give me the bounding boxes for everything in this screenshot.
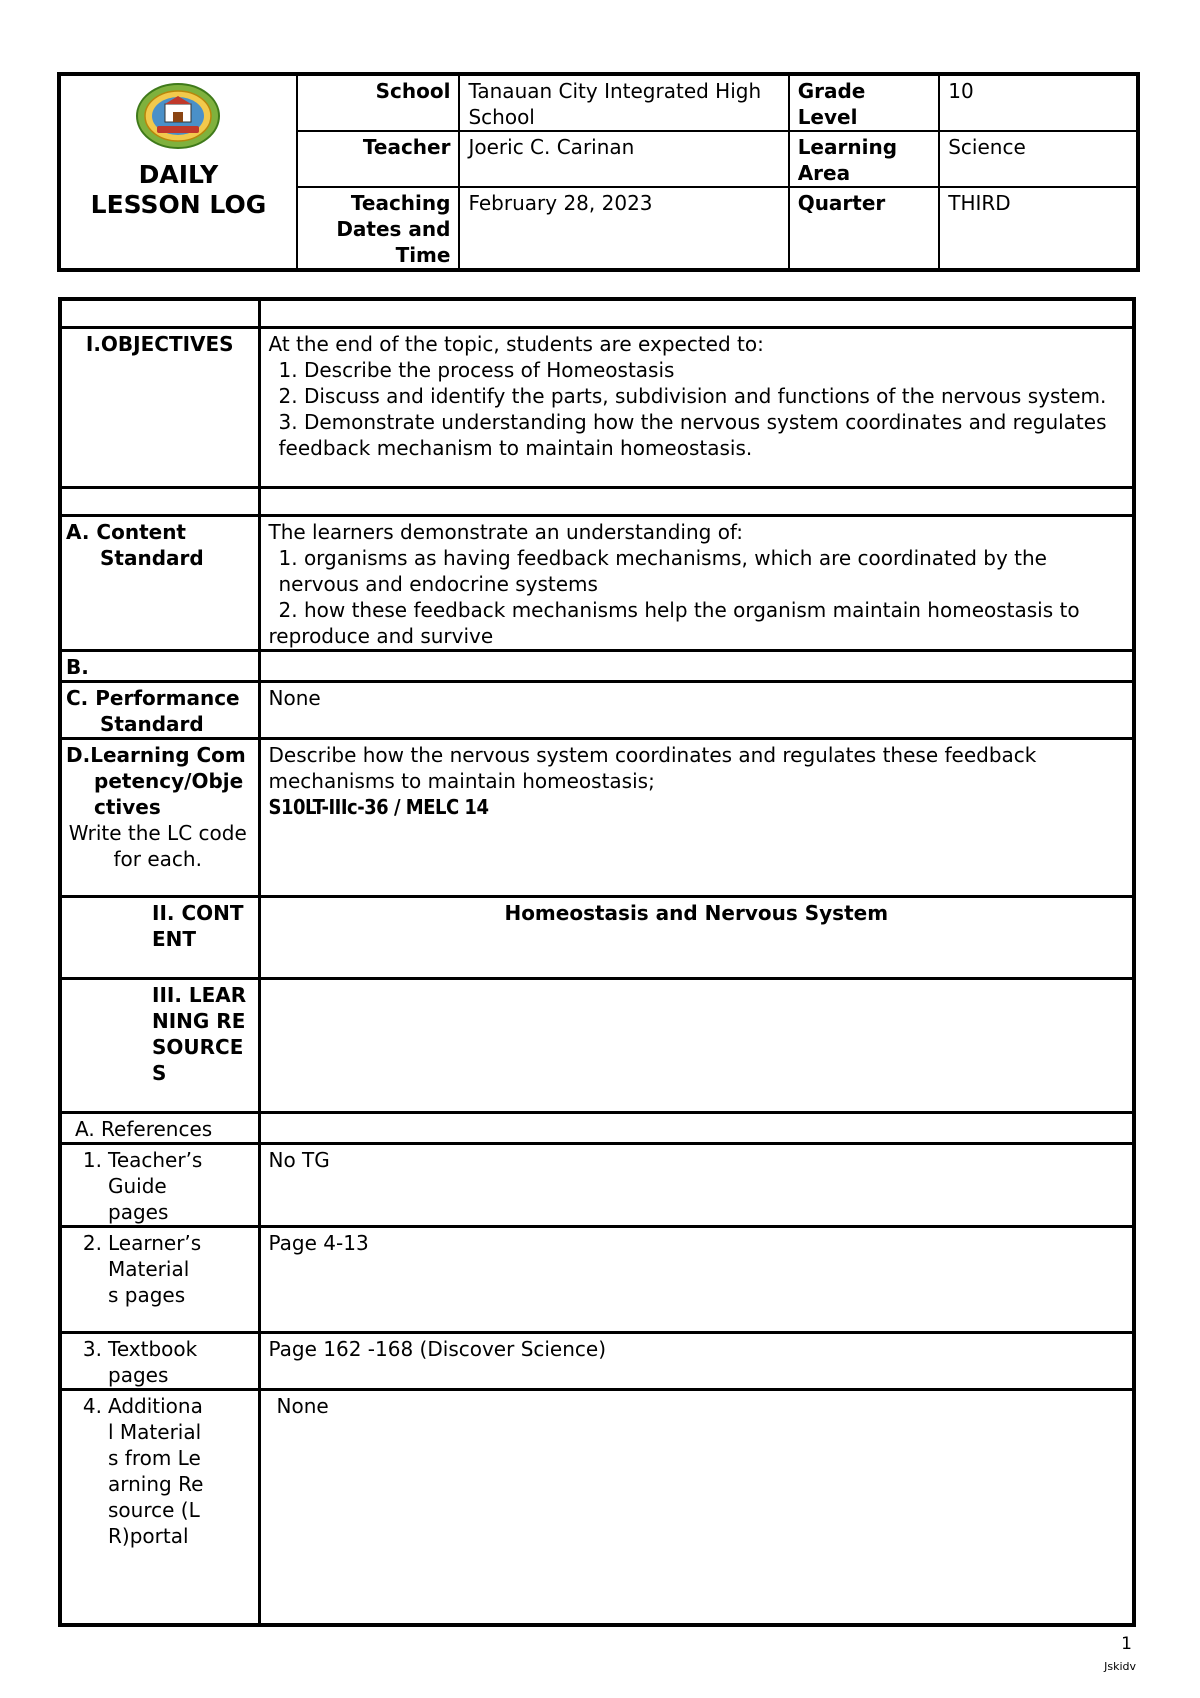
objective-item: 1. Describe the process of Homeostasis [278,357,675,382]
reference-num: 2. [82,1230,102,1255]
references-label: A. References [60,1112,259,1143]
content-standard-row [60,515,1134,650]
objective-item: 3. Demonstrate understanding how the nervous system coordinates and regulates feedback mechanism to maintain homeostasis. [278,409,1107,460]
teacher-value: Joeric C. Carinan [459,131,788,187]
competencies-text: Describe how the nervous system coordinates and regulates these feedback mechanisms to maintain homeostasis; [268,742,1037,793]
competencies-note: Write the LC code for each. [68,820,247,871]
performance-standard-label [60,681,259,738]
content-value: Homeostasis and Nervous System [259,896,1134,978]
reference-value: No TG [259,1143,1134,1226]
competencies-label-cell [60,738,259,896]
teacher-label: Teacher [297,131,460,187]
lesson-table [58,297,1136,1627]
page-number: 1 [1121,1634,1132,1654]
grade-value: 10 [939,74,1138,131]
reference-label-cell [60,1389,259,1625]
b-label: B. [60,650,259,681]
reference-row [60,1389,1134,1625]
title-line-1: DAILY [138,160,219,189]
content-standard-intro: The learners demonstrate an understanding of: [268,519,744,544]
content-standard-label [60,515,259,650]
header-table [57,72,1140,272]
reference-label: Additional Materials from Learning Resource (LR)portal [108,1393,204,1548]
title-line-2: LESSON LOG [90,190,267,219]
reference-label: Textbook pages [108,1336,198,1387]
content-standard-item-1: 1. organisms as having feedback mechanisms, which are coordinated by the nervous and endocrine systems [278,545,1047,596]
area-label: Learning Area [789,131,940,187]
dates-value: February 28, 2023 [459,187,788,270]
objectives-intro: At the end of the topic, students are expected to: [268,331,764,356]
references-row [60,1112,1134,1143]
school-value: Tanauan City Integrated High School [459,74,788,131]
reference-row [60,1143,1134,1226]
grade-label: Grade Level [789,74,940,131]
objective-item: 2. Discuss and identify the parts, subdivision and functions of the nervous system. [278,383,1107,408]
logo-cell [59,74,297,270]
objectives-row [60,327,1134,487]
content-standard-label-text: A. Content Standard [66,519,204,570]
reference-label-cell [60,1332,259,1389]
reference-value: None [259,1389,1134,1625]
content-standard-cell [259,515,1134,650]
quarter-value: THIRD [939,187,1138,270]
reference-label: Learner’s Material s pages [108,1230,202,1307]
performance-standard-label-text: C. Performance Standard [66,685,240,736]
reference-row [60,1332,1134,1389]
b-row [60,650,1134,681]
reference-value: Page 4-13 [259,1226,1134,1332]
content-label: II. CONTENT [60,896,259,978]
reference-row [60,1226,1134,1332]
content-row [60,896,1134,978]
school-seal-logo [135,82,221,150]
reference-label-cell [60,1143,259,1226]
dates-label: Teaching Dates and Time [297,187,460,270]
content-standard-item-2: 2. how these feedback mechanisms help the organism maintain homeostasis to reproduce and survive [268,597,1080,648]
performance-standard-value: None [259,681,1134,738]
school-label: School [297,74,460,131]
reference-value: Page 162 -168 (Discover Science) [259,1332,1134,1389]
reference-num: 3. [82,1336,102,1361]
footer-tag: Jskidv [1104,1660,1136,1673]
table-row [60,487,1134,515]
reference-label-cell [60,1226,259,1332]
competencies-row [60,738,1134,896]
objectives-cell [259,327,1134,487]
resources-row [60,978,1134,1112]
competencies-label: D.Learning Competency/Objectives [66,742,246,819]
reference-num: 1. [82,1147,102,1172]
quarter-label: Quarter [789,187,940,270]
resources-label: III. LEARNING RESOURCES [60,978,259,1112]
competencies-code: S10LT-IIIc-36 / MELC 14 [268,794,489,819]
performance-standard-row [60,681,1134,738]
reference-num: 4. [82,1393,102,1418]
area-value: Science [939,131,1138,187]
table-row [60,299,1134,327]
competencies-cell [259,738,1134,896]
objectives-label: I.OBJECTIVES [60,327,259,487]
reference-label: Teacher’s Guide pages [108,1147,203,1224]
